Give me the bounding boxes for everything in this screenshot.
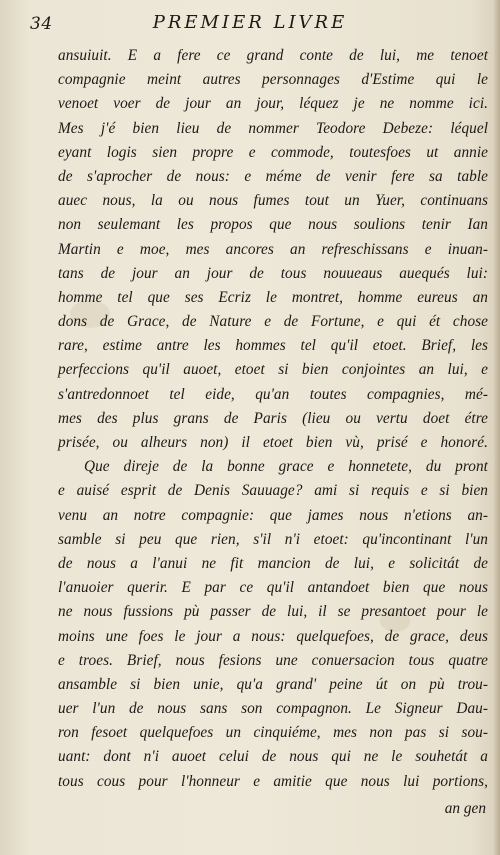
- text-line: mes des plus grans de Paris (lieu ou vertu doet étre: [58, 409, 488, 427]
- text-line: l'anuoier querir. E par ce qu'il antandoet bien que nous: [58, 579, 488, 597]
- text-line: compagnie meint autres personnages d'Estime qui le: [58, 71, 488, 89]
- text-line: e auisé esprit de Denis Sauuage? ami si requis e si bien: [58, 482, 488, 500]
- text-line: dons de Grace, de Nature e de Fortune, e qui ét chose: [58, 313, 488, 331]
- text-line: uant: dont n'i auoet celui de nous qui ne le souhetát a: [58, 748, 488, 766]
- text-line: tous cous pour l'honneur e amitie que nous lui portions,: [58, 772, 488, 790]
- text-line: prisée, ou alheurs non) il etoet bien vù, prisé e honoré.: [58, 434, 488, 451]
- text-line: Mes j'é bien lieu de nommer Teodore Debeze: léquel: [58, 119, 488, 137]
- text-line: tans de jour an jour de tous nouueaus auequés lui:: [58, 264, 488, 282]
- running-title: PREMIER LIVRE: [152, 12, 348, 33]
- text-line: venoet voer de jour an jour, léquez je ne nomme ici.: [58, 95, 488, 113]
- paragraph-start-line: Que direje de la bonne grace e honnetete, du pront: [84, 458, 488, 476]
- text-line: ansuiuit. E a fere ce grand conte de lui, me tenoet: [58, 47, 488, 64]
- text-line: ne nous fussions pù passer de lui, il se presantoet pour le: [58, 603, 488, 621]
- text-line: uer l'un de nous sans son compagnon. Le Signeur Dau-: [58, 700, 488, 718]
- page-header: [30, 10, 470, 38]
- text-line: de s'aprocher de nous: e méme de venir fere sa table: [58, 167, 488, 185]
- page-edge: [494, 0, 500, 855]
- text-line: Martin e moe, mes ancores an refreschissans e inuan-: [58, 240, 488, 258]
- text-line: ron fesoet quelquefoes un cinquiéme, mes non pas si sou-: [58, 724, 488, 742]
- text-line: e troes. Brief, nous fesions une conuersacion tous quatre: [58, 651, 488, 669]
- body-text: [58, 44, 488, 794]
- text-line: eyant logis sien propre e commode, toutesfoes ut annie: [58, 143, 488, 161]
- text-line: non seulemant les propos que nous soulions tenir Ian: [58, 216, 488, 234]
- text-line: de nous a l'anui ne fit mancion de lui, e solicitát de: [58, 554, 488, 572]
- text-line: rare, estime antre les hommes tel qu'il etoet. Brief, les: [58, 337, 488, 355]
- text-line: auec nous, la ou nous fumes tout un Yuer, continuans: [58, 192, 488, 210]
- page-number: 34: [30, 14, 53, 34]
- text-line: perfeccions qu'il auoet, etoet si bien conjointes an lui, e: [58, 361, 488, 379]
- text-line: venu an notre compagnie: que james nous n'etions an-: [58, 506, 488, 524]
- text-line: s'antredonnoet tel eide, qu'an toutes compagnies, mé-: [58, 385, 488, 403]
- text-line: moins une foes le jour a nous: quelquefoes, de grace, deus: [58, 627, 488, 645]
- text-line: samble si peu que rien, s'il n'i etoet: qu'incontinant l'un: [58, 530, 488, 548]
- catchword: an gen: [444, 800, 486, 817]
- text-line: ansamble si bien unie, qu'a grand' peine út on pù trou-: [58, 675, 488, 693]
- text-line: homme tel que ses Ecriz le montret, homme eureus an: [58, 288, 488, 306]
